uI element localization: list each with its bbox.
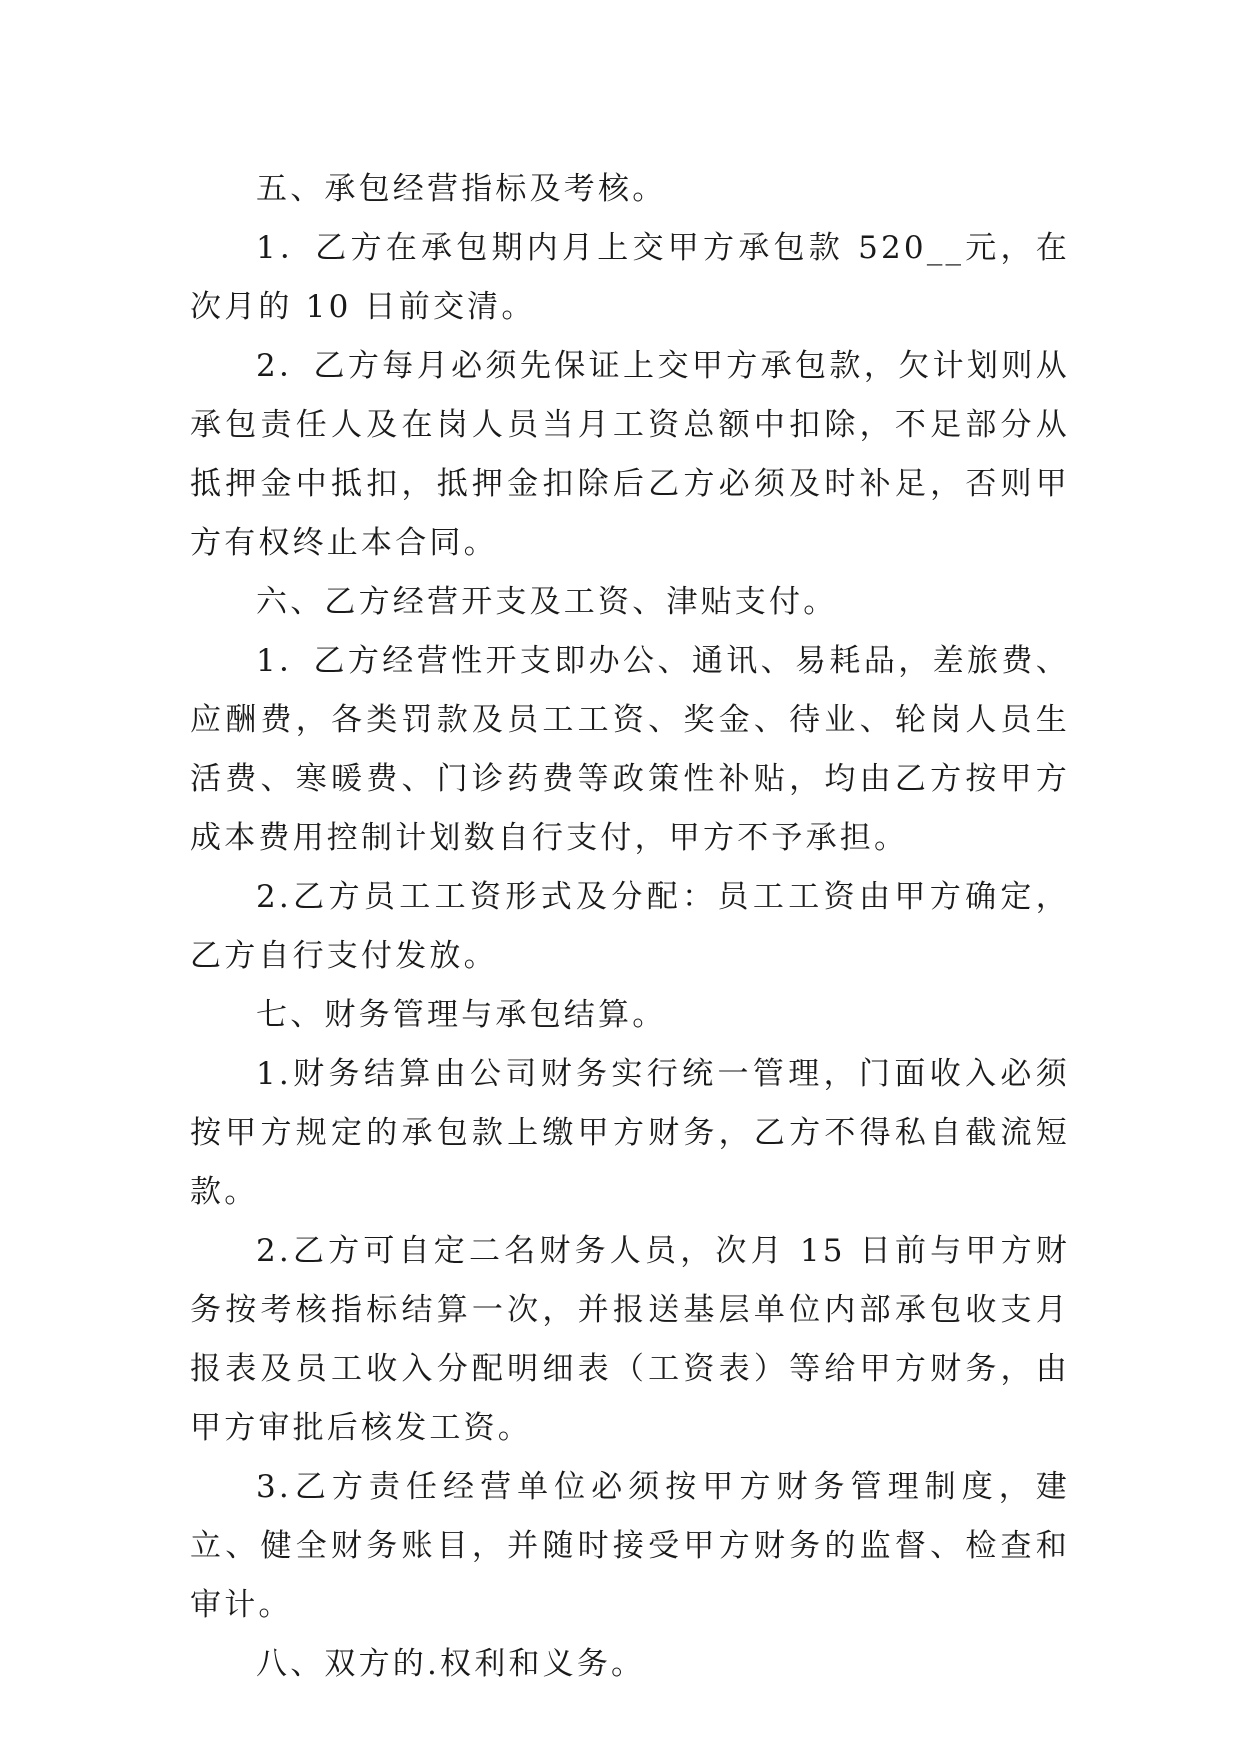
- clause-6-2: 2.乙方员工工资形式及分配：员工工资由甲方确定，乙方自行支付发放。: [190, 879, 1070, 974]
- section-heading-8: 八、双方的.权利和义务。: [256, 1646, 646, 1682]
- clause-6-1: 1．乙方经营性开支即办公、通讯、易耗品，差旅费、应酬费，各类罚款及员工工资、奖金、待业、轮岗人员生活费、寒暖费、门诊药费等政策性补贴，均由乙方按甲方成本费用控制计划数自行支付，甲方不予承担。: [190, 643, 1070, 856]
- section-heading-5: 五、承包经营指标及考核。: [256, 171, 667, 207]
- section-heading-6: 六、乙方经营开支及工资、津贴支付。: [256, 584, 838, 620]
- clause-5-2: 2．乙方每月必须先保证上交甲方承包款，欠计划则从承包责任人及在岗人员当月工资总额中扣除，不足部分从抵押金中抵扣，抵押金扣除后乙方必须及时补足，否则甲方有权终止本合同。: [190, 348, 1070, 561]
- section-heading-7: 七、财务管理与承包结算。: [256, 997, 667, 1033]
- clause-5-1: 1．乙方在承包期内月上交甲方承包款 520__元，在次月的 10 日前交清。: [190, 230, 1070, 325]
- clause-7-3: 3.乙方责任经营单位必须按甲方财务管理制度，建立、健全财务账目，并随时接受甲方财务的监督、检查和审计。: [190, 1469, 1070, 1623]
- document-body: [190, 160, 1070, 1694]
- clause-7-1: 1.财务结算由公司财务实行统一管理，门面收入必须按甲方规定的承包款上缴甲方财务，乙方不得私自截流短款。: [190, 1056, 1070, 1210]
- clause-7-2: 2.乙方可自定二名财务人员，次月 15 日前与甲方财务按考核指标结算一次，并报送基层单位内部承包收支月报表及员工收入分配明细表（工资表）等给甲方财务，由甲方审批后核发工资。: [190, 1233, 1070, 1446]
